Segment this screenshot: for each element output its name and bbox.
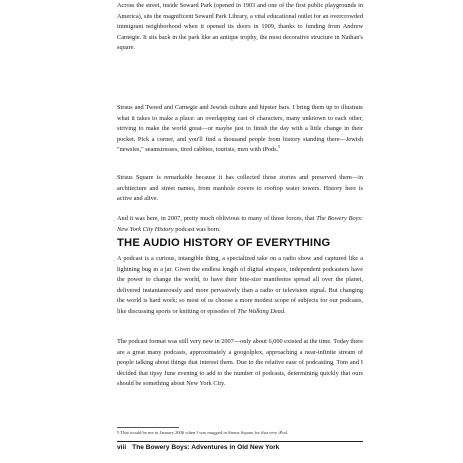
page-number: viii <box>117 444 127 451</box>
paragraph-text: And it was here, in 2007, pretty much oblivious to many of those forces, that <box>117 215 317 222</box>
show-title: The Walking Dead <box>237 307 284 315</box>
paragraph-seward-park: Across the street, inside Seward Park (opened in 1903 and one of the first public playgrounds in America), sits the magnificent Seward Park Library, a vital educational outlet for an overcrowded immigrant neighborhood when it opened its doors in 1909, thanks to funding from Andrew Carnegie. It sits back in the park like an antique trophy, the most decorative structure in Nathan's square. <box>117 2 363 52</box>
book-title: The Bowery Boys: Adventures in Old New York <box>132 444 280 451</box>
running-footer <box>117 444 363 451</box>
footer-divider <box>117 441 363 442</box>
paragraph-podcast-format: The podcast format was still very new in 2007—only about 6,000 existed at the time. Today there are a great many podcasts, approximately a googolplex, approaching a near-infinite stream of people talking about things that interest them. Due to the relative ease of podcasting, Tom and I decided that tipsy June evening to add to the number of podcasts, determining quickly that ours should be something about New York City. <box>117 338 364 388</box>
paragraph-text: Straus and Tweed and Carnegie and Jewish culture and hipster bars. I bring them up to illustrate what it takes to make a place: an overlapping cast of characters, many unknown to each other, striving to make the world great—or maybe just to finish the day with a little change in their pocket. Pick a corner, and you'll find a thousand people from history standing there—Jewish "newsies," seamstresses, tired cabbies, tourists, men with iPods. <box>117 104 363 154</box>
footnote: 5 That would be me in January 2006 when I was mugged in Straus Square for that very iPod. <box>117 430 289 435</box>
podcast-title: The Bowery Boys: New York City History <box>117 215 363 233</box>
section-heading: THE AUDIO HISTORY OF EVERYTHING <box>117 237 331 249</box>
paragraph-text: podcast was born. <box>173 225 221 233</box>
paragraph-podcast-definition <box>117 254 363 318</box>
footnote-divider <box>117 427 179 428</box>
footnote-marker: 5 <box>278 144 281 150</box>
paragraph-straus-and-tweed <box>117 103 363 156</box>
paragraph-text: A podcast is a curious, intangible thing, a specialized take on a radio show and captured like a lightning bug in a jar. Given the endless length of digital airspace, independent podcasters have the power to change the world, to have their bite-size manifestos spread all over the planet, delivered instantaneously and more pervasively than a radio or television signal. But changing the world is hard work; so most of us choose a more modest scope of subjects for our podcasts, like discussing sports or knitting or episodes of <box>117 255 363 315</box>
paragraph-text: . <box>283 307 286 315</box>
paragraph-straus-square: Straus Square is remarkable because it has collected those stories and preserved them—in architecture and street names, from manhole covers to rooftop water towers. History here is active and alive. <box>117 174 363 203</box>
paragraph-podcast-born <box>117 214 363 235</box>
